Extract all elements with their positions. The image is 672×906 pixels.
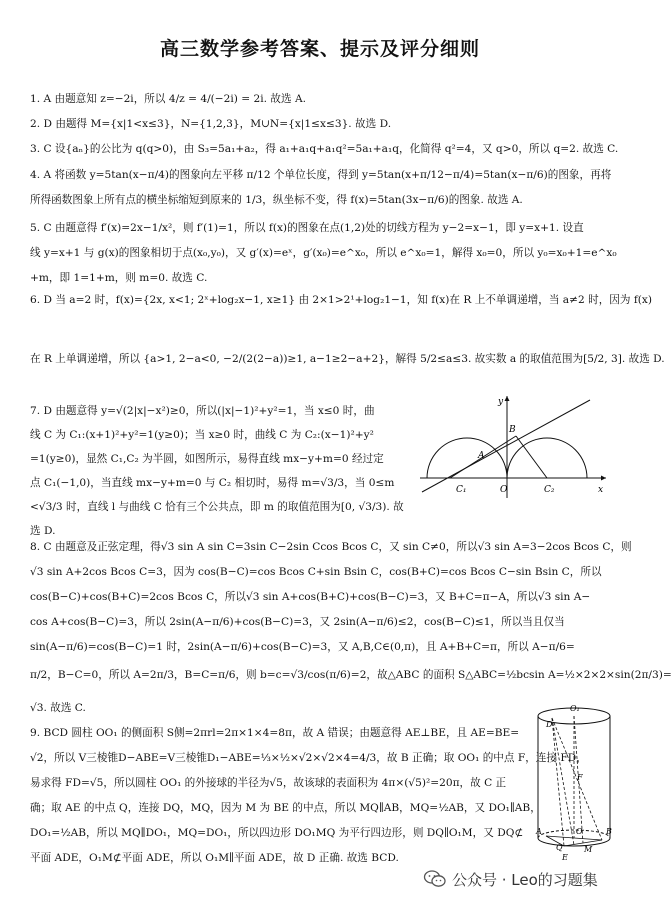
answer-line-q8-2: √3 sin A+2cos Bcos C=3，因为 cos(B−C)=cos Bcos C+sin Bsin C，cos(B+C)=cos Bcos C−sin Bsin C，所以 xyxy=(30,566,602,578)
answer-line-q8-3: cos(B−C)+cos(B+C)=2cos Bcos C，所以√3 sin A+cos(B+C)+cos(B−C)=3，又 B+C=π−A，所以√3 sin A− xyxy=(30,591,591,603)
label-m: M xyxy=(584,845,593,854)
answer-line-q7-4: 点 C₁(−1,0)，当直线 mx−y+m=0 与 C₂ 相切时，易得 m=√3/3，当 0≤m xyxy=(30,477,395,489)
wechat-icon xyxy=(424,870,446,888)
answer-line-q9-4: 确；取 AE 的中点 Q，连接 DQ，MQ，因为 M 为 BE 的中点，所以 MQ∥AB，MQ=½AB，又 DO₁∥AB， xyxy=(30,802,541,814)
radius-line xyxy=(516,436,547,478)
answer-line-q8-7: √3. 故选 C. xyxy=(30,702,86,714)
answer-line-q6-2: 在 R 上单调递增，所以 {a>1, 2−a<0, −2/(2(2−a))≥1, a−1≥2−a+2}，解得 5/2≤a≤3. 故实数 a 的取值范围为[5/2, 3]. 故选 D. xyxy=(30,353,665,365)
answer-line-q7-5: <√3/3 时，直线 l 与曲线 C 恰有三个公共点，即 m 的取值范围为[0, √3/3). 故 xyxy=(30,501,404,513)
answer-line-q8-6: π/2，B−C=0，所以 A=2π/3，B=C=π/6，则 b=c=√3/cos(π/6)=2，故△ABC 的面积 S△ABC=½bcsin A=½×2×2×sin(2π/3)= xyxy=(30,669,672,681)
semicircle-figure xyxy=(420,392,610,502)
label-a: A xyxy=(478,451,485,461)
answer-line-q5-3: +m，即 1=1+m，则 m=0. 故选 C. xyxy=(30,272,208,284)
answer-line-q9-2: √2，所以 V三棱锥D−ABE=V三棱锥D₁−ABE=⅓×½×√2×√2×4=4/3，故 B 正确；取 OO₁ 的中点 F，连接 FD， xyxy=(30,752,587,764)
edge-da xyxy=(552,718,574,845)
answer-line-q8-1: 8. C 由题意及正弦定理，得√3 sin A sin C=3sin C−2sin Ccos Bcos C，又 sin C≠0，所以√3 sin A=3−2cos Bcos C，则 xyxy=(30,541,632,553)
label-q: Q xyxy=(556,843,563,852)
answer-line-q8-5: sin(A−π/6)=cos(B−C)=1 时，2sin(A−π/6)+cos(B−C)=3，又 A,B,C∈(0,π)，且 A+B+C=π，所以 A−π/6= xyxy=(30,641,575,653)
answer-line-q7-1: 7. D 由题意得 y=√(2|x|−x²)≥0，所以(|x|−1)²+y²=1，当 x≤0 时，曲 xyxy=(30,405,375,417)
answer-line-q8-4: cos A+cos(B−C)=3，所以 2sin(A−π/6)+cos(B−C)=3，又 2sin(A−π/6)≤2，cos(B−C)≤1，所以当且仅当 xyxy=(30,616,565,628)
edge-de xyxy=(552,718,564,846)
answer-line-q4-2: 所得函数图象上所有点的横坐标缩短到原来的 1/3，纵坐标不变，得 f(x)=5tan(3x−π/6)的图象. 故选 A. xyxy=(30,194,523,206)
x-arrow-icon xyxy=(601,476,606,481)
label-d: D xyxy=(546,720,553,729)
account-name: 公众号 · Leo的习题集 xyxy=(452,870,598,889)
label-e: E xyxy=(562,853,568,862)
answer-line-q9-6: 平面 ADE，O₁M⊄平面 ADE，所以 O₁M∥平面 ADE，故 D 正确. 故选 BCD. xyxy=(30,852,399,864)
cylinder-figure xyxy=(532,700,616,865)
label-x: x xyxy=(598,485,604,495)
label-c2: C₂ xyxy=(544,485,555,495)
answer-line-q1: 1. A 由题意知 z=−2i，所以 4/z = 4/(−2i) = 2i. 故选 A. xyxy=(30,93,306,105)
label-b: B xyxy=(606,827,612,836)
answer-line-q9-3: 易求得 FD=√5，所以圆柱 OO₁ 的外接球的半径为√5，故该球的表面积为 4π×(√5)²=20π，故 C 正 xyxy=(30,777,507,789)
label-b: B xyxy=(509,425,516,435)
wechat-watermark xyxy=(424,866,624,892)
semicircle-c2 xyxy=(507,438,587,478)
label-c1: C₁ xyxy=(456,485,467,495)
answer-line-q4-1: 4. A 将函数 y=5tan(x−π/4)的图象向左平移 π/12 个单位长度，得到 y=5tan(x+π/12−π/4)=5tan(x−π/6)的图象，再将 xyxy=(30,169,612,181)
label-a: A xyxy=(536,827,542,836)
label-o1: O₁ xyxy=(570,704,580,713)
answer-line-q7-3: =1(y≥0)，显然 C₁,C₂ 为半圆，如图所示，易得直线 mx−y+m=0 经过定 xyxy=(30,453,384,465)
answer-line-q6-1: 6. D 当 a=2 时，f(x)={2x, x<1; 2ˣ+log₂x−1, x≥1} 由 2×1>2¹+log₂1−1，知 f(x)在 R 上不单调递增，当 a≠2 时，因为 f(x) xyxy=(30,294,653,306)
answer-line-q7-6: 选 D. xyxy=(30,525,56,537)
label-origin: O xyxy=(500,485,508,495)
label-o: O xyxy=(576,827,583,836)
label-y: y xyxy=(498,397,504,407)
answer-line-q7-2: 线 C 为 C₁:(x+1)²+y²=1(y≥0)；当 x≥0 时，曲线 C 为 C₂:(x−1)²+y² xyxy=(30,429,374,441)
answer-line-q9-1: 9. BCD 圆柱 OO₁ 的侧面积 S侧=2πrl=2π×1×4=8π，故 A 错误；由题意得 AE⊥BE，且 AE=BE= xyxy=(30,727,520,739)
semicircle-c1 xyxy=(427,438,507,478)
y-arrow-icon xyxy=(505,396,510,401)
answer-line-q3: 3. C 设{aₙ}的公比为 q(q>0)，由 S₃=5a₁+a₂，得 a₁+a₁q+a₁q²=5a₁+a₁q，化简得 q²=4，又 q>0，所以 q=2. 故选 C. xyxy=(30,143,619,155)
answer-line-q5-2: 线 y=x+1 与 g(x)的图象相切于点(x₀,y₀)，又 g′(x)=eˣ，g′(x₀)=e^x₀，所以 e^x₀=1，解得 x₀=0，所以 y₀=x₀+1=e^x₀ xyxy=(30,247,617,259)
answer-line-q2: 2. D 由题得 M={x|1<x≤3}，N={1,2,3}，M∪N={x|1≤x≤3}. 故选 D. xyxy=(30,118,392,130)
answer-line-q9-5: DO₁=½AB，所以 MQ∥DO₁，MQ=DO₁，所以四边形 DO₁MQ 为平行四边形，则 DQ∥O₁M，又 DQ⊄ xyxy=(30,827,524,839)
answer-line-q5-1: 5. C 由题意得 f′(x)=2x−1/x²，则 f′(1)=1，所以 f(x)的图象在点(1,2)处的切线方程为 y−2=x−1，即 y=x+1. 设直 xyxy=(30,222,584,234)
label-f: F xyxy=(577,773,583,782)
page-title: 高三数学参考答案、提示及评分细则 xyxy=(159,38,480,60)
